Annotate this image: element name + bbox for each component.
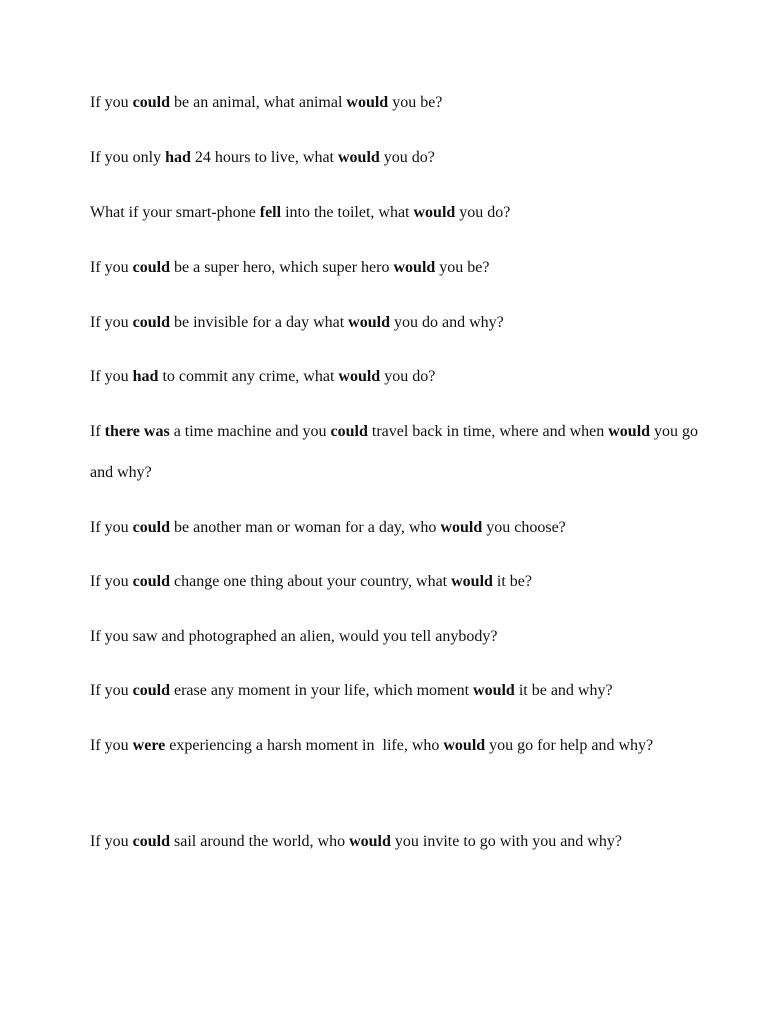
question-text: you be? [388,94,443,111]
question-text: If you [90,573,133,590]
emphasized-word: would [338,368,381,385]
question-text: If you [90,368,133,385]
emphasized-word: fell [259,204,282,221]
question-text: you choose? [482,519,566,536]
question-text: be another man or woman for a day, who [170,519,441,536]
question-text: erase any moment in your life, which moment [170,682,474,699]
question-text: you be? [435,259,490,276]
question-1 [90,82,708,123]
emphasized-word: would [451,573,493,590]
question-text: If you saw and photographed an alien, would you tell anybody? [90,628,498,645]
emphasized-word: could [132,314,170,331]
question-text: If [90,423,105,440]
question-13 [90,821,708,862]
emphasized-word: could [132,833,170,850]
question-text: you do? [455,204,511,221]
question-text: If you [90,682,133,699]
emphasized-word: could [132,682,170,699]
emphasized-word: could [330,423,368,440]
question-text: If you [90,94,133,111]
emphasized-word: would [473,682,515,699]
question-text: it be and why? [514,682,613,699]
emphasized-word: could [132,573,170,590]
emphasized-word: would [393,259,436,276]
question-4 [90,247,708,288]
question-text: If you only [90,149,166,166]
question-3 [90,192,708,233]
emphasized-word: there was [104,423,170,440]
emphasized-word: could [132,519,170,536]
question-11 [90,670,708,711]
question-5 [90,302,708,343]
question-text: travel back in time, where and when [367,423,609,440]
question-text: If you [90,519,133,536]
emphasized-word: would [338,149,380,166]
question-text: sail around the world, who [170,833,350,850]
question-text: be a super hero, which super hero [170,259,394,276]
question-text: be invisible for a day what [170,314,349,331]
question-text: If you [90,259,133,276]
emphasized-word: would [346,94,389,111]
question-text: If you [90,737,133,754]
question-text: be an animal, what animal [170,94,347,111]
question-text: you do? [379,149,435,166]
question-text: If you [90,314,133,331]
emphasized-word: would [348,314,390,331]
question-text: experiencing a harsh moment in life, who [165,737,444,754]
question-text: into the toilet, what [281,204,414,221]
question-text: What if your smart-phone [90,204,260,221]
question-text: you go and why? [90,423,703,481]
emphasized-word: would [413,204,456,221]
question-text: it be? [492,573,532,590]
emphasized-word: could [132,259,170,276]
question-7 [90,411,708,493]
question-text: you invite to go with you and why? [390,833,622,850]
emphasized-word: had [132,368,159,385]
question-text: you do and why? [389,314,504,331]
emphasized-word: could [132,94,170,111]
question-6 [90,356,708,397]
question-text: to commit any crime, what [158,368,339,385]
emphasized-word: would [608,423,651,440]
question-9 [90,561,708,602]
question-text: change one thing about your country, what [170,573,452,590]
emphasized-word: would [443,737,486,754]
emphasized-word: had [165,149,191,166]
question-10 [90,616,708,657]
question-text: 24 hours to live, what [190,149,338,166]
question-text: you do? [380,368,436,385]
emphasized-word: would [349,833,391,850]
emphasized-word: were [132,737,166,754]
question-12 [90,725,708,766]
question-8 [90,507,708,548]
emphasized-word: would [440,519,483,536]
question-text: a time machine and you [169,423,331,440]
question-text: If you [90,833,133,850]
question-text: you go for help and why? [485,737,654,754]
question-2 [90,137,708,178]
